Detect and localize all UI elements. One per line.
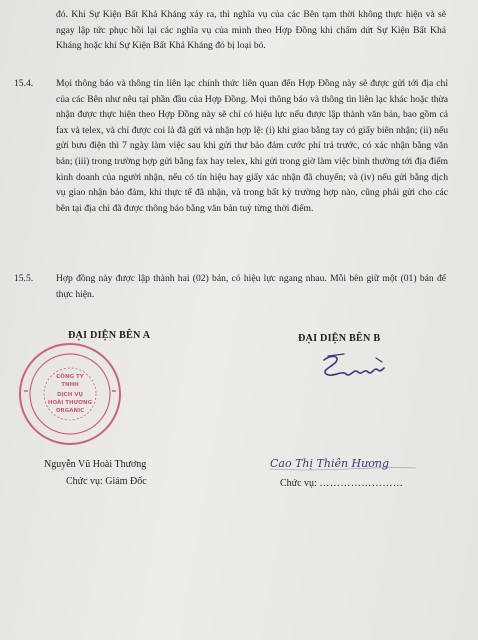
- clause-copies: Hợp đồng này được lập thành hai (02) bản, có hiệu lực ngang nhau. Mỗi bên giữ một (01) bản để thực hiện.: [56, 273, 446, 300]
- party-a-position: Chức vụ: Giám Đốc: [66, 476, 147, 487]
- position-label: Chức vụ:: [280, 478, 317, 489]
- stamp-line: CÔNG TY: [56, 374, 84, 380]
- position-blank: ……………………: [319, 478, 404, 489]
- clause-number: 15.5.: [14, 273, 34, 284]
- clause-number: 15.4.: [14, 78, 34, 89]
- party-b-position: [280, 478, 403, 489]
- party-a-name: Nguyễn Vũ Hoài Thương: [44, 459, 147, 470]
- clause-notices: Mọi thông báo và thông tin liên lạc chính thức liên quan đến Hợp Đồng này sẽ được gửi tới địa chỉ của các Bên như nêu tại phần đầu của Hợp Đồng. Mọi thông báo và thông tin liên lạc khác hoặc thừa nhận được thực hiện theo Hợp Đồng này sẽ chỉ có hiệu lực nếu được lập thành văn bản, bao gồm cả fax và telex, và chỉ được coi là đã gửi và nhận hợp lệ: (i) khi giao bằng tay có giấy biên nhận; (ii) nếu gửi bưu điện thì 7 ngày làm việc sau khi gửi thư bảo đảm cước phí trả trước, có xác nhận bằng văn bản; (iii) trong trường hợp gửi bằng fax hay telex, khi gửi trong giờ làm việc bình thường tới địa điểm kinh doanh của người nhận, nếu có tín hiệu hay giấy xác nhận đã chuyển; và (iv) nếu gửi bằng dịch vụ giao nhận bảo đảm, khi thực tế đã nhận, và trong bất kỳ trường hợp nào, cũng phải gửi cho các bên tại địa chỉ đã được thông báo bằng văn bản tuỳ từng thời điểm.: [56, 78, 448, 214]
- stamp-line: DỊCH VỤ: [57, 392, 83, 398]
- party-b-name-text: Cao Thị Thiên Hương: [270, 457, 389, 470]
- stamp-line: HOÀI THƯƠNG: [47, 400, 93, 406]
- party-a-heading: ĐẠI DIỆN BÊN A: [68, 330, 151, 341]
- party-b-heading: ĐẠI DIỆN BÊN B: [298, 333, 381, 344]
- party-b-handwritten-name: [268, 454, 418, 472]
- stamp-line: TNHH: [61, 382, 79, 388]
- stamp-line: ORGANIC: [55, 408, 85, 414]
- party-b-signature: [318, 348, 388, 390]
- company-stamp: [16, 340, 124, 448]
- paragraph-force-majeure-end: đó. Khi Sự Kiện Bất Khả Kháng xảy ra, thì nghĩa vụ của các Bên tạm thời không thực hiện và sẽ ngay lập tức phục hồi lại các nghĩa vụ của mình theo Hợp Đồng khi chấm dứt Sự Kiện Bất Khả Kháng hoặc khi Sự Kiện Bất Khả Kháng đó bị loại bỏ.: [56, 9, 446, 52]
